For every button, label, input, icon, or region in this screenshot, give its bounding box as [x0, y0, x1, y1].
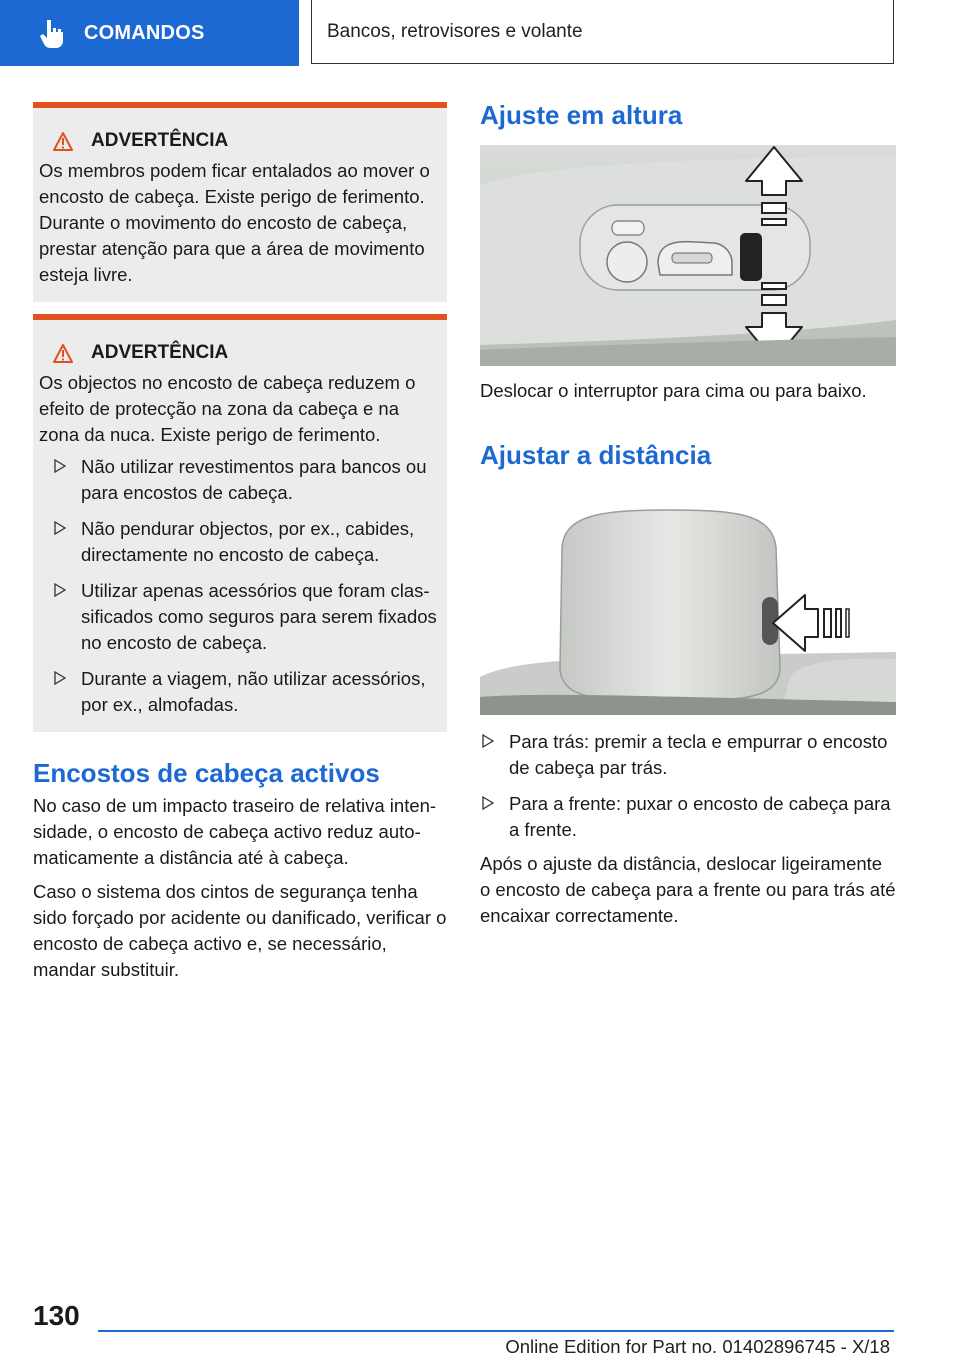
warning-text: Os membros podem ficar entalados ao mover o encosto de cabeça. Existe perigo de ferimento. Durante o movimento do encosto de cabeça, prestar atenção para que a área de movimento esteja livre. [39, 160, 430, 285]
list-item-text: Para a frente: puxar o encosto de cabeça para a frente. [509, 793, 891, 840]
warning-box-2 [33, 314, 447, 732]
list-item [39, 578, 437, 656]
page-number: 130 [33, 1300, 80, 1331]
warning-heading [53, 342, 437, 364]
bullet-triangle-icon [54, 521, 66, 535]
height-adjust-illustration [480, 145, 896, 366]
bullet-triangle-icon [54, 583, 66, 597]
list-item-text: Para trás: premir a tecla e empurrar o encosto de cabeça par trás. [509, 731, 888, 778]
left-column [33, 102, 447, 983]
list-item-text: Não utilizar revestimentos para bancos ou para encostos de cabeça. [81, 456, 427, 503]
list-item [480, 729, 896, 781]
right-column [480, 100, 896, 929]
list-item [39, 454, 437, 506]
list-item [480, 791, 896, 843]
section-label: COMANDOS [84, 21, 205, 44]
warning-list [39, 454, 437, 718]
seat-switch-drawing [480, 145, 896, 366]
active-paragraph-2: Caso o sistema dos cintos de segurança tenha sido forçado por acidente ou danificado, verificar o encosto de cabeça activo e, se necessário, mandar substituir. [33, 881, 447, 980]
list-item [39, 516, 437, 568]
active-headrest-heading: Encostos de cabeça activos [33, 758, 380, 788]
bullet-triangle-icon [54, 459, 66, 473]
warning-triangle-icon [53, 344, 73, 363]
distance-paragraph: Após o ajuste da distância, deslocar ligeiramente o encosto de cabeça para a frente ou para trás até encaixar correctamente. [480, 853, 896, 926]
section-tab[interactable] [0, 0, 299, 66]
warning-title: ADVERTÊNCIA [91, 130, 229, 151]
height-caption: Deslocar o interruptor para cima ou para baixo. [480, 380, 867, 401]
warning-text: Os objectos no encosto de cabeça reduzem o efeito de protecção na zona da cabeça e na zona da nuca. Existe perigo de ferimento. [39, 372, 416, 445]
breadcrumb-text: Bancos, retrovisores e volante [327, 20, 583, 42]
warning-triangle-icon [53, 132, 73, 151]
hand-pointer-icon [40, 18, 66, 48]
distance-list [480, 729, 896, 843]
active-paragraph-1: No caso de um impacto traseiro de relativa intensidade, o encosto de cabeça activo reduz automaticamente a distância até à cabeça. [33, 795, 437, 868]
page-header [0, 0, 960, 66]
distance-adjust-illustration [480, 507, 896, 715]
edition-text: Online Edition for Part no. 01402896745 - X/18 [505, 1336, 890, 1357]
bullet-triangle-icon [482, 796, 494, 810]
warning-title: ADVERTÊNCIA [91, 342, 229, 363]
list-item-text: Não pendurar objectos, por ex., cabides, directamente no encosto de cabeça. [81, 518, 415, 565]
list-item-text: Durante a viagem, não utilizar acessórios, por ex., almofadas. [81, 668, 426, 715]
breadcrumb [311, 0, 894, 64]
footer-divider [98, 1330, 894, 1332]
warning-heading [53, 130, 437, 152]
warning-box-1 [33, 102, 447, 302]
list-item-text: Utilizar apenas acessórios que foram classificados como seguros para serem fixados no encosto de cabeça. [81, 580, 437, 653]
height-heading: Ajuste em altura [480, 100, 683, 130]
bullet-triangle-icon [482, 734, 494, 748]
distance-heading: Ajustar a distância [480, 440, 712, 470]
bullet-triangle-icon [54, 671, 66, 685]
headrest-drawing [480, 507, 896, 715]
list-item [39, 666, 437, 718]
